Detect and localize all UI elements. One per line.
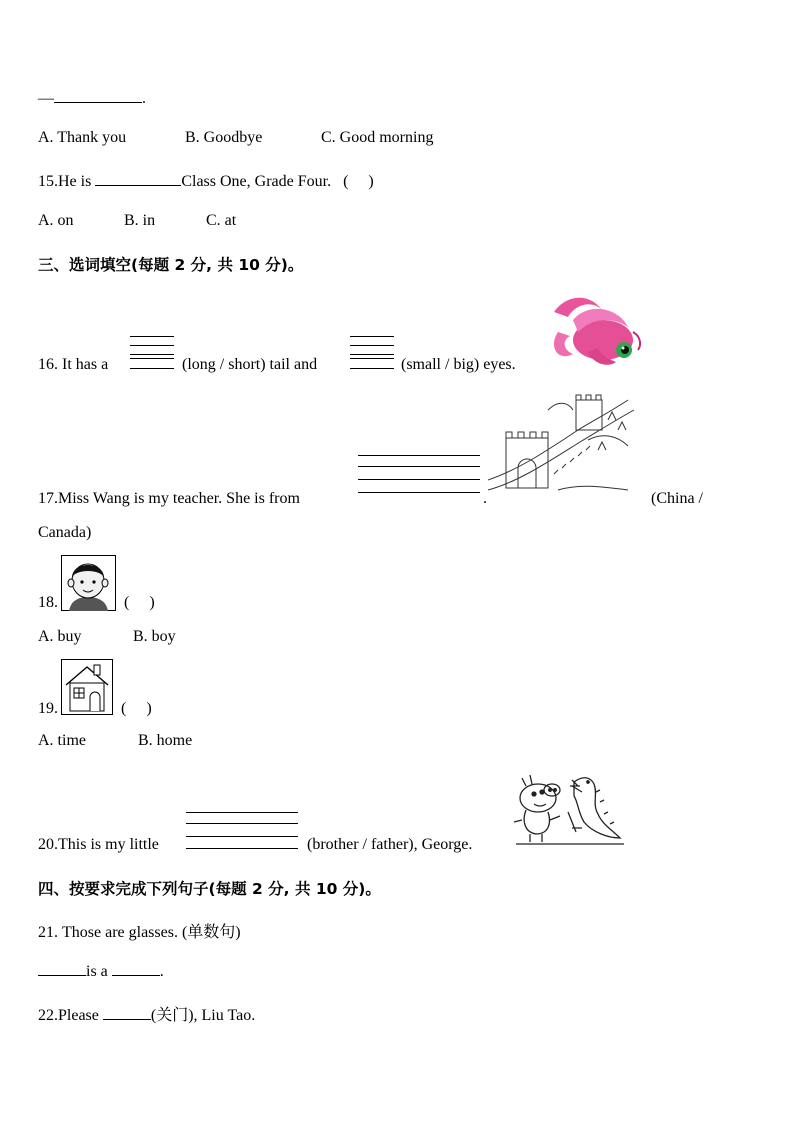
choice-text: Canada)	[38, 524, 92, 541]
question-text: Miss Wang is my teacher. She is from	[58, 490, 300, 507]
q15-options	[38, 212, 236, 230]
question-number: 15.	[38, 173, 58, 190]
q21-answer-line	[38, 961, 164, 981]
q15-blank[interactable]	[95, 171, 181, 186]
q15-question	[38, 171, 374, 191]
george-pig-picture	[512, 772, 624, 848]
period: .	[159, 963, 164, 980]
period: .	[142, 90, 146, 107]
boy-picture	[61, 555, 116, 611]
answer-text: is a	[86, 963, 108, 980]
q21-blank-1[interactable]	[38, 961, 86, 976]
choice-text: (China /	[651, 490, 703, 507]
question-number: 22.	[38, 1007, 58, 1024]
answer-paren[interactable]: ( )	[343, 173, 374, 190]
question-number: 19.	[38, 700, 58, 717]
question-text: Those are glasses. (单数句)	[62, 924, 241, 941]
goldfish-picture	[548, 292, 648, 370]
option-c[interactable]: C. Good morning	[321, 129, 434, 146]
option-b[interactable]: B. home	[138, 732, 193, 749]
dash: —	[38, 90, 54, 107]
house-picture	[61, 659, 113, 715]
question-number: 21.	[38, 924, 58, 941]
section-3-title: 三、选词填空(每题 2 分, 共 10 分)。	[38, 256, 304, 274]
question-text: It has a	[62, 356, 109, 373]
q21-blank-2[interactable]	[112, 961, 160, 976]
option-a[interactable]: A. buy	[38, 628, 82, 645]
q22-question	[38, 1002, 255, 1025]
question-text: (brother / father), George.	[307, 836, 473, 853]
question-text: He is	[58, 173, 96, 190]
q18-options	[38, 628, 176, 646]
answer-paren[interactable]: ( )	[124, 594, 155, 611]
option-b[interactable]: B. Goodbye	[185, 129, 263, 146]
q22-blank[interactable]	[103, 1005, 151, 1020]
question-text: Please	[58, 1007, 103, 1024]
q17-blank[interactable]	[358, 453, 480, 497]
q19-options	[38, 732, 192, 750]
option-b[interactable]: B. in	[124, 212, 156, 229]
question-text: This is my little	[58, 836, 159, 853]
question-text: (long / short) tail and	[182, 356, 318, 373]
option-a[interactable]: A. time	[38, 732, 86, 749]
question-number: 16.	[38, 356, 58, 373]
q14-answer-line	[38, 88, 146, 108]
section-4-title: 四、按要求完成下列句子(每题 2 分, 共 10 分)。	[38, 880, 381, 898]
option-b[interactable]: B. boy	[133, 628, 176, 645]
q20-question	[38, 836, 159, 854]
option-a[interactable]: A. Thank you	[38, 129, 127, 146]
q16-question	[38, 356, 108, 374]
great-wall-picture	[488, 390, 636, 506]
option-a[interactable]: A. on	[38, 212, 74, 229]
question-number: 18.	[38, 594, 58, 611]
q20-blank[interactable]	[186, 810, 298, 852]
option-c[interactable]: C. at	[206, 212, 237, 229]
q17-question	[38, 490, 300, 508]
q16-blank-2[interactable]	[350, 334, 394, 374]
q16-blank-1[interactable]	[130, 334, 174, 374]
q14-options	[38, 129, 433, 147]
question-number: 17.	[38, 490, 58, 507]
question-number: 20.	[38, 836, 58, 853]
question-text: (关门), Liu Tao.	[150, 1007, 256, 1024]
question-text: Class One, Grade Four.	[181, 173, 332, 190]
q21-question	[38, 919, 241, 942]
answer-paren[interactable]: ( )	[121, 700, 152, 717]
q14-blank[interactable]	[54, 88, 142, 103]
period: .	[483, 490, 487, 507]
question-text: (small / big) eyes.	[401, 356, 516, 373]
